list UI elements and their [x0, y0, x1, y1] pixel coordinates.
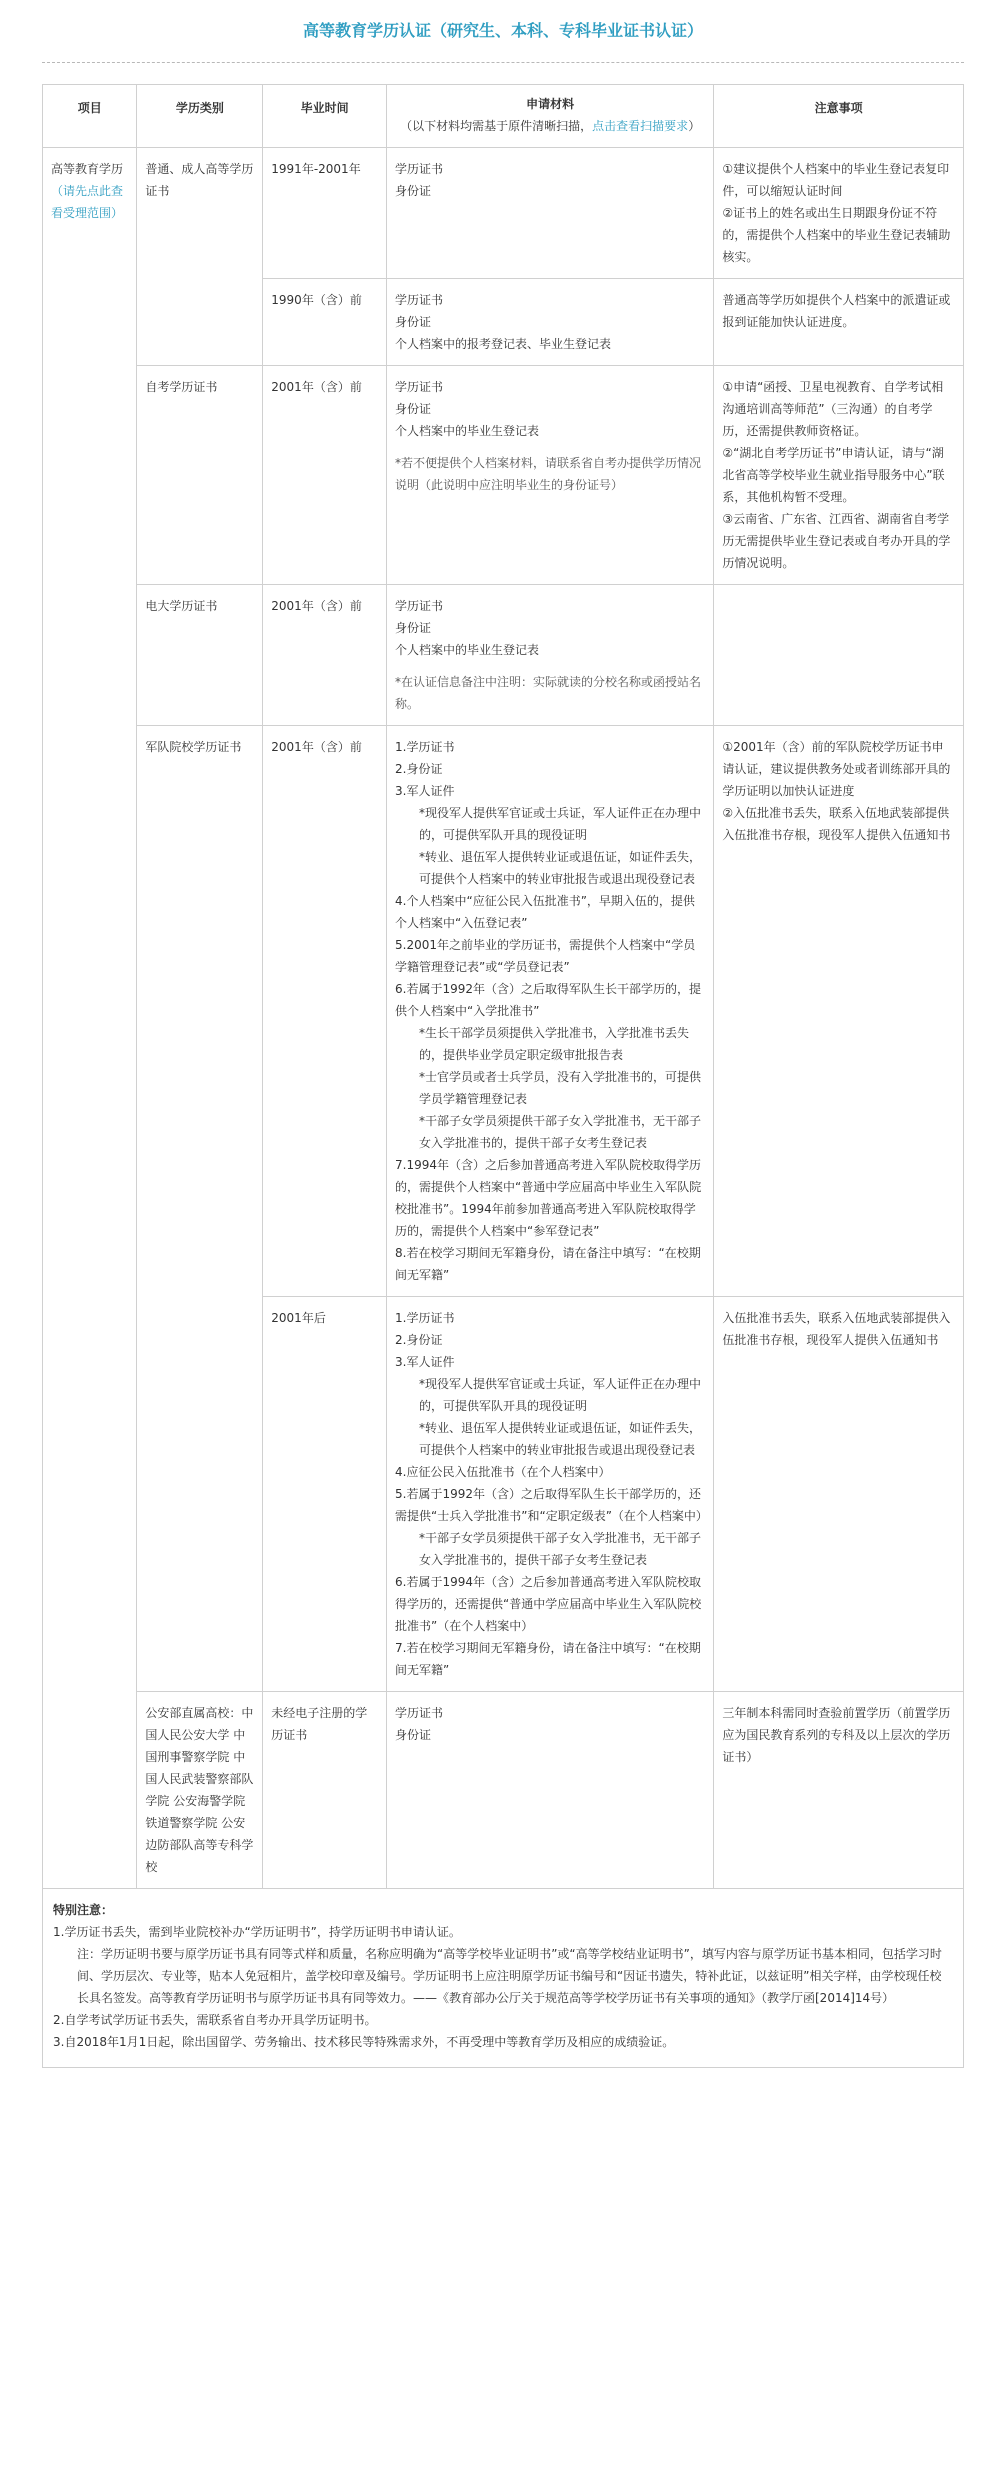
table-row	[43, 726, 964, 1297]
header-notes: 注意事项	[714, 85, 964, 148]
category-cell: 电大学历证书	[137, 585, 263, 726]
subtitle-suffix: ）	[688, 119, 701, 133]
materials-cell	[387, 1692, 714, 1889]
materials-cell	[387, 585, 714, 726]
material-item: 7.若在校学习期间无军籍身份，请在备注中填写：“在校期间无军籍”	[395, 1641, 701, 1677]
spacer	[395, 661, 705, 671]
materials-cell	[387, 366, 714, 585]
category-cell: 自考学历证书	[137, 366, 263, 585]
scope-link[interactable]: （请先点此查看受理范围）	[51, 184, 124, 220]
note-item: ①2001年（含）前的军队院校学历证书申请认证，建议提供教务处或者训练部开具的学历证明以加快认证进度	[722, 740, 951, 798]
special-note-item: 注：学历证明书要与原学历证书具有同等式样和质量，名称应明确为“高等学校毕业证明书”或“高等学校结业证明书”，填写内容与原学历证书基本相同，包括学习时间、学历层次、专业等，贴本人免冠相片，盖学校印章及编号。学历证明书上应注明原学历证书编号和“因证书遗失，特补此证，以兹证明”相关字样，由学校现任校长具名签发。高等教育学历证明书与原学历证书具有同等效力。——《教育部办公厅关于规范高等学校学历证书有关事项的通知》（教学厅函[2014]14号）	[77, 1947, 942, 2005]
material-item: 身份证	[395, 621, 432, 635]
note-item: ①申请“函授、卫星电视教育、自学考试相沟通培训高等师范”（三沟通）的自考学历，还需提供教师资格证。	[722, 380, 944, 438]
subtitle-text: （以下材料均需基于原件清晰扫描，	[400, 119, 593, 133]
special-notes-row	[43, 1889, 964, 2068]
material-item: 身份证	[395, 1728, 432, 1742]
materials-cell	[387, 1297, 714, 1692]
material-item: 个人档案中的报考登记表、毕业生登记表	[395, 337, 612, 351]
material-item: 身份证	[395, 184, 432, 198]
material-item: 4.个人档案中“应征公民入伍批准书”，早期入伍的，提供个人档案中“入伍登记表”	[395, 894, 695, 930]
material-item: 学历证书	[395, 162, 444, 176]
material-item: 6.若属于1992年（含）之后取得军队生长干部学历的，提供个人档案中“入学批准书”	[395, 982, 702, 1018]
material-item: 学历证书	[395, 599, 444, 613]
header-materials	[387, 85, 714, 148]
star-note: *若不便提供个人档案材料，请联系省自考办提供学历情况说明（此说明中应注明毕业生的身份证号）	[395, 456, 702, 492]
material-item: 3.军人证件	[395, 1355, 455, 1369]
material-item: 学历证书	[395, 1706, 444, 1720]
certification-table	[42, 84, 964, 2068]
material-item: 个人档案中的毕业生登记表	[395, 424, 540, 438]
materials-cell	[387, 726, 714, 1297]
notes-cell	[714, 366, 964, 585]
material-item: 7.1994年（含）之后参加普通高考进入军队院校取得学历的，需提供个人档案中“普通中学应届高中毕业生入军队院校批准书”。1994年前参加普通高考进入军队院校取得学历的，需提供个人档案中“参军登记表”	[395, 1158, 702, 1238]
project-name: 高等教育学历	[51, 162, 124, 176]
note-item: 三年制本科需同时查验前置学历（前置学历应为国民教育系列的专科及以上层次的学历证书）	[722, 1706, 951, 1764]
material-subitem: *转业、退伍军人提供转业证或退伍证，如证件丢失，可提供个人档案中的转业审批报告或退出现役登记表	[419, 850, 702, 886]
special-notes	[43, 1889, 964, 2068]
note-item: ③云南省、广东省、江西省、湖南省自考学历无需提供毕业生登记表或自考办开具的学历情况说明。	[722, 512, 951, 570]
time-cell: 2001年（含）前	[263, 585, 387, 726]
material-item: 8.若在校学习期间无军籍身份，请在备注中填写：“在校期间无军籍”	[395, 1246, 701, 1282]
material-item: 身份证	[395, 315, 432, 329]
note-item: 入伍批准书丢失，联系入伍地武装部提供入伍批准书存根，现役军人提供入伍通知书	[722, 1311, 951, 1347]
material-item: 学历证书	[395, 380, 444, 394]
material-subitem: *现役军人提供军官证或士兵证，军人证件正在办理中的，可提供军队开具的现役证明	[419, 806, 702, 842]
time-cell: 2001年（含）前	[263, 366, 387, 585]
notes-cell	[714, 1692, 964, 1889]
scan-requirements-link[interactable]: 点击查看扫描要求	[592, 119, 689, 133]
material-item: 5.2001年之前毕业的学历证书，需提供个人档案中“学员学籍管理登记表”或“学员登记表”	[395, 938, 696, 974]
material-item: 4.应征公民入伍批准书（在个人档案中）	[395, 1465, 611, 1479]
notes-cell	[714, 1297, 964, 1692]
note-item: ②证书上的姓名或出生日期跟身份证不符的，需提供个人档案中的毕业生登记表辅助核实。	[722, 206, 951, 264]
time-cell: 1990年（含）前	[263, 279, 387, 366]
notes-cell	[714, 148, 964, 279]
table-row	[43, 366, 964, 585]
category-cell: 公安部直属高校：中国人民公安大学 中国刑事警察学院 中国人民武装警察部队学院 公安海警学院 铁道警察学院 公安边防部队高等专科学校	[137, 1692, 263, 1889]
time-cell: 未经电子注册的学历证书	[263, 1692, 387, 1889]
material-item: 2.身份证	[395, 1333, 443, 1347]
material-item: 学历证书	[395, 293, 444, 307]
material-item: 2.身份证	[395, 762, 443, 776]
material-item: 身份证	[395, 402, 432, 416]
special-note-item: 1.学历证书丢失，需到毕业院校补办“学历证明书”，持学历证明书申请认证。	[53, 1925, 461, 1939]
material-item: 3.军人证件	[395, 784, 455, 798]
category-cell: 普通、成人高等学历证书	[137, 148, 263, 366]
materials-cell	[387, 148, 714, 279]
material-item: 1.学历证书	[395, 1311, 455, 1325]
material-subitem: *生长干部学员须提供入学批准书，入学批准书丢失的，提供毕业学员定职定级审批报告表	[419, 1026, 690, 1062]
notes-cell	[714, 726, 964, 1297]
material-subitem: *干部子女学员须提供干部子女入学批准书，无干部子女入学批准书的，提供干部子女考生登记表	[419, 1114, 702, 1150]
material-item: 6.若属于1994年（含）之后参加普通高考进入军队院校取得学历的，还需提供“普通中学应届高中毕业生入军队院校批准书”（在个人档案中）	[395, 1575, 702, 1633]
special-note-item: 2.自学考试学历证书丢失，需联系省自考办开具学历证明书。	[53, 2013, 377, 2027]
category-cell: 军队院校学历证书	[137, 726, 263, 1692]
material-item: 1.学历证书	[395, 740, 455, 754]
special-notes-title: 特别注意：	[53, 1903, 114, 1917]
material-subitem: *干部子女学员须提供干部子女入学批准书，无干部子女入学批准书的，提供干部子女考生登记表	[419, 1531, 702, 1567]
table-row	[43, 585, 964, 726]
notes-cell	[714, 585, 964, 726]
header-time: 毕业时间	[263, 85, 387, 148]
project-cell	[43, 148, 137, 1889]
note-item: 普通高等学历如提供个人档案中的派遣证或报到证能加快认证进度。	[722, 293, 951, 329]
material-item: 个人档案中的毕业生登记表	[395, 643, 540, 657]
table-row	[43, 1692, 964, 1889]
table-row	[43, 148, 964, 279]
note-item: ①建议提供个人档案中的毕业生登记表复印件，可以缩短认证时间	[722, 162, 950, 198]
header-project: 项目	[43, 85, 137, 148]
time-cell: 2001年后	[263, 1297, 387, 1692]
star-note: *在认证信息备注中注明：实际就读的分校名称或函授站名称。	[395, 675, 702, 711]
header-category: 学历类别	[137, 85, 263, 148]
time-cell: 2001年（含）前	[263, 726, 387, 1297]
material-subitem: *士官学员或者士兵学员，没有入学批准书的，可提供学员学籍管理登记表	[419, 1070, 702, 1106]
header-materials-title: 申请材料	[526, 97, 575, 111]
note-item: ②入伍批准书丢失，联系入伍地武装部提供入伍批准书存根，现役军人提供入伍通知书	[722, 806, 951, 842]
material-subitem: *转业、退伍军人提供转业证或退伍证，如证件丢失，可提供个人档案中的转业审批报告或退出现役登记表	[419, 1421, 702, 1457]
material-item: 5.若属于1992年（含）之后取得军队生长干部学历的，还需提供“士兵入学批准书”和“定职定级表”（在个人档案中）	[395, 1487, 708, 1523]
notes-cell	[714, 279, 964, 366]
header-materials-subtitle	[400, 119, 700, 133]
header-row	[43, 85, 964, 148]
materials-cell	[387, 279, 714, 366]
material-subitem: *现役军人提供军官证或士兵证，军人证件正在办理中的，可提供军队开具的现役证明	[419, 1377, 702, 1413]
page-title: 高等教育学历认证（研究生、本科、专科毕业证书认证）	[302, 21, 703, 40]
title-divider	[42, 62, 964, 63]
spacer	[395, 442, 705, 452]
note-item: ②“湖北自考学历证书”申请认证，请与“湖北省高等学校毕业生就业指导服务中心”联系，其他机构暂不受理。	[722, 446, 945, 504]
special-note-item: 3.自2018年1月1日起，除出国留学、劳务输出、技术移民等特殊需求外，不再受理中等教育学历及相应的成绩验证。	[53, 2035, 675, 2049]
time-cell: 1991年-2001年	[263, 148, 387, 279]
